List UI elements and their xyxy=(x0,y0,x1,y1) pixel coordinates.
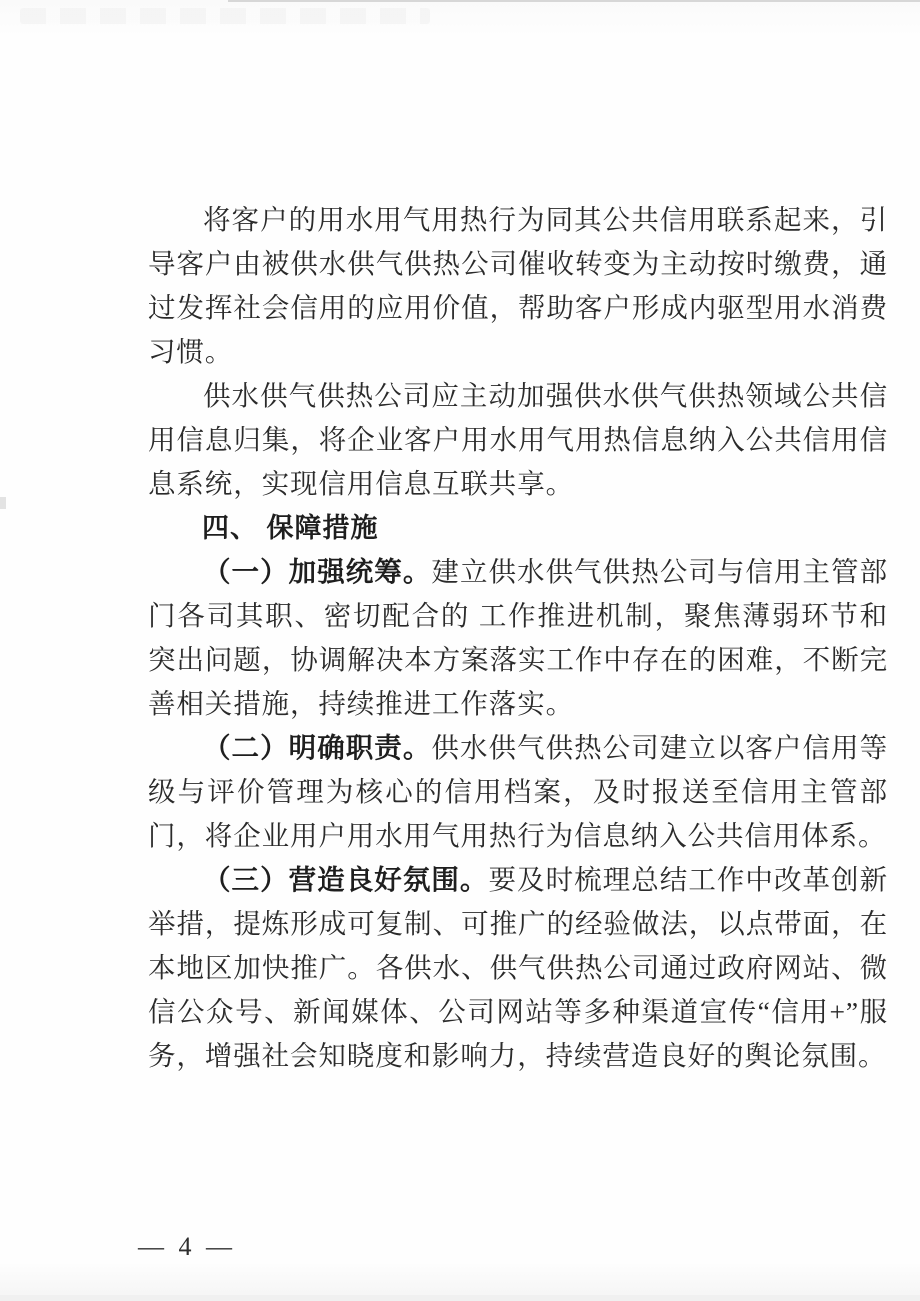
paragraph-item-2 xyxy=(148,726,888,858)
item-2-text: 供水供气供热公司建立以客户信用等级与评价管理为核心的信用档案，及时报送至信用主管部门，将企业用户用水用气用热行为信息纳入公共信用体系。 xyxy=(148,732,889,851)
item-2-lead: （二）明确职责。 xyxy=(203,732,432,763)
scan-artifact-top-line xyxy=(228,0,920,2)
paragraph-intro-1: 将客户的用水用气用热行为同其公共信用联系起来，引导客户由被供水供气供热公司催收转变为主动按时缴费，通过发挥社会信用的应用价值，帮助客户形成内驱型用水消费习惯。 xyxy=(148,204,888,367)
paragraph-intro-2: 供水供气供热公司应主动加强供水供气供热领域公共信用信息归集，将企业客户用水用气用热信息纳入公共信用信息系统，实现信用信息互联共享。 xyxy=(148,380,888,499)
item-1-lead: （一）加强统筹。 xyxy=(203,556,432,587)
scan-artifact-bottom-band xyxy=(0,1295,920,1301)
item-3-lead: （三）营造良好氛围。 xyxy=(203,864,489,895)
item-3-text: 要及时梳理总结工作中改革创新举措，提炼形成可复制、可推广的经验做法，以点带面，在本地区加快推广。各供水、供气供热公司通过政府网站、微信公众号、新闻媒体、公司网站等多种渠道宣传“信用+”服务，增强社会知晓度和影响力，持续营造良好的舆论氛围。 xyxy=(148,864,888,1071)
document-body xyxy=(148,198,888,1078)
item-1-text: 建立供水供气供热公司与信用主管部门各司其职、密切配合的 工作推进机制，聚焦薄弱环节和突出问题，协调解决本方案落实工作中存在的困难，不断完善相关措施，持续推进工作落实。 xyxy=(148,556,889,719)
section-heading: 四、 保障措施 xyxy=(202,513,379,543)
scan-artifact-top-smudge xyxy=(20,8,430,24)
page-number: — 4 — xyxy=(138,1232,236,1261)
paragraph-item-1 xyxy=(148,550,888,726)
paragraph-item-3 xyxy=(148,858,888,1078)
scan-artifact-left-speck xyxy=(0,497,6,509)
